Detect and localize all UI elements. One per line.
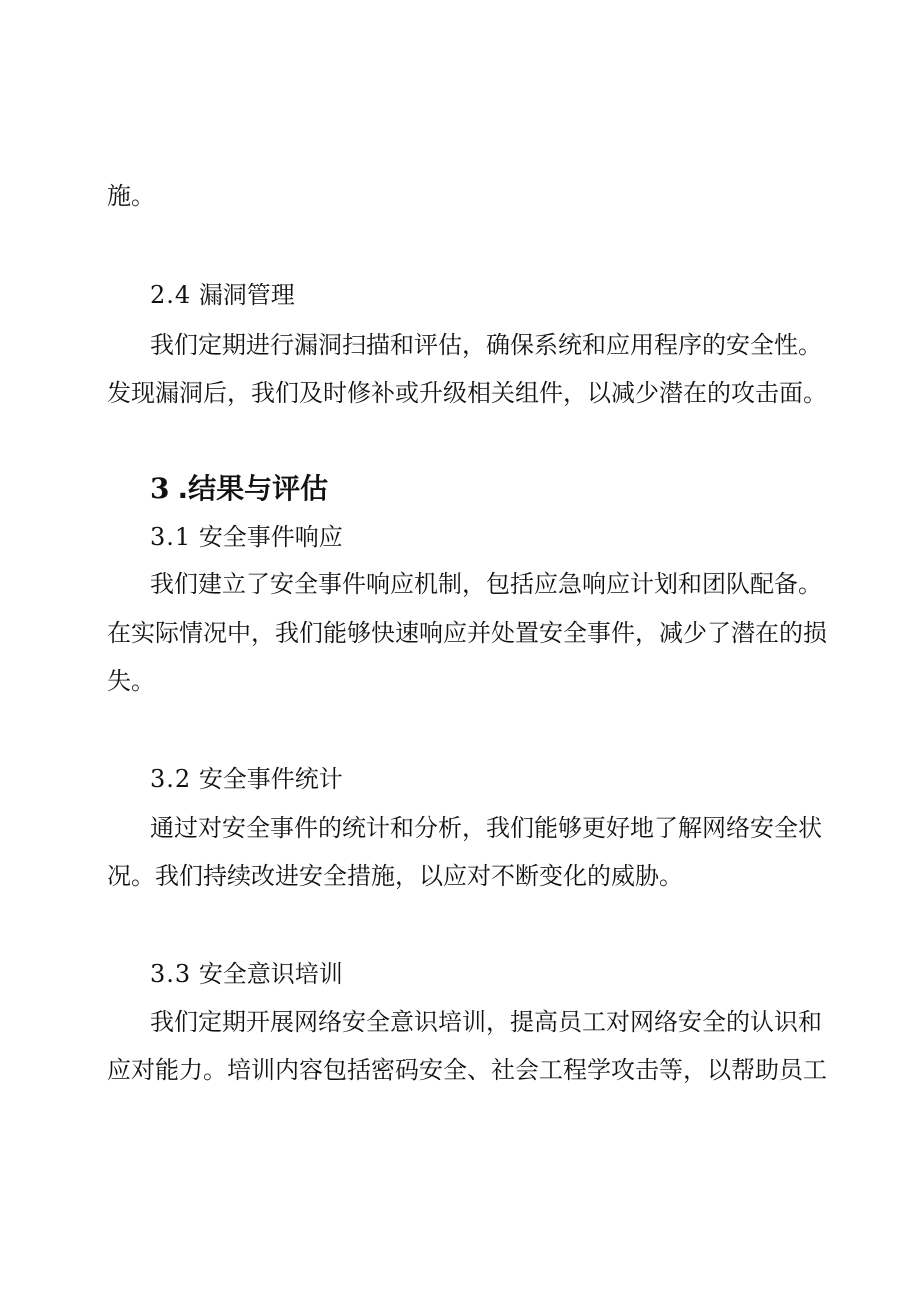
section-number: 3.2	[150, 765, 192, 793]
paragraph-line: 发现漏洞后，我们及时修补或升级相关组件，以减少潜在的攻击面。	[107, 379, 827, 407]
paragraph-line: 施。	[107, 182, 155, 210]
paragraph-line: 在实际情况中，我们能够快速响应并处置安全事件，减少了潜在的损	[107, 619, 827, 647]
section-heading-3-2	[150, 763, 343, 795]
section-title: 安全事件统计	[198, 765, 343, 793]
section-title: 漏洞管理	[198, 281, 295, 309]
section-heading-3-3	[150, 958, 343, 990]
paragraph-line: 失。	[107, 667, 155, 695]
chapter-heading-3	[150, 471, 328, 507]
chapter-title: .结果与评估	[177, 472, 329, 505]
chapter-number: 3	[150, 472, 170, 505]
section-number: 2.4	[150, 281, 192, 309]
section-number: 3.1	[150, 523, 192, 551]
paragraph-line: 我们定期开展网络安全意识培训，提高员工对网络安全的认识和	[150, 1008, 822, 1036]
section-heading-3-1	[150, 521, 343, 553]
paragraph-line: 通过对安全事件的统计和分析，我们能够更好地了解网络安全状	[150, 814, 822, 842]
section-title: 安全事件响应	[198, 523, 343, 551]
paragraph-line: 我们定期进行漏洞扫描和评估，确保系统和应用程序的安全性。	[150, 331, 822, 359]
section-title: 安全意识培训	[198, 960, 343, 988]
paragraph-line: 况。我们持续改进安全措施，以应对不断变化的威胁。	[107, 862, 683, 890]
paragraph-line: 应对能力。培训内容包括密码安全、社会工程学攻击等，以帮助员工	[107, 1056, 827, 1084]
section-number: 3.3	[150, 960, 192, 988]
section-heading-2-4	[150, 279, 295, 311]
paragraph-line: 我们建立了安全事件响应机制，包括应急响应计划和团队配备。	[150, 570, 822, 598]
